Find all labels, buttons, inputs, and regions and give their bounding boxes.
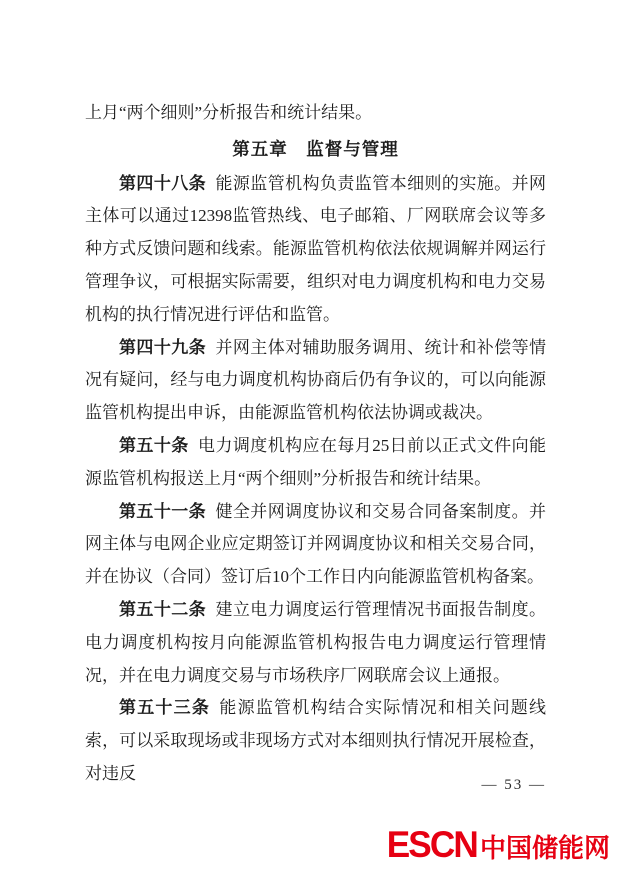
article-50-number: 第五十条	[119, 435, 189, 455]
article-49-text: 并网主体对辅助服务调用、统计和补偿等情况有疑问，经与电力调度机构协商后仍有争议的，可以向能源监管机构提出申诉，由能源监管机构依法协调或裁决。	[85, 337, 547, 423]
article-48-paragraph	[85, 168, 546, 332]
article-53-text: 能源监管机构结合实际情况和相关问题线索，可以采取现场或非现场方式对本细则执行情况开展检查，对违反	[85, 698, 547, 783]
article-50-paragraph	[85, 430, 546, 496]
article-48-number: 第四十八条	[119, 173, 207, 193]
article-53-paragraph	[85, 692, 546, 790]
article-49-number: 第四十九条	[119, 337, 207, 357]
escn-logo	[382, 826, 610, 863]
article-52-number: 第五十二条	[119, 599, 207, 619]
article-52-paragraph	[85, 594, 546, 692]
escn-logo-latin: ESCN	[386, 824, 477, 865]
article-51-paragraph	[85, 496, 546, 594]
chapter-heading: 第五章 监督与管理	[232, 138, 399, 159]
document-body	[85, 97, 546, 791]
article-52-text: 建立电力调度运行管理情况书面报告制度。电力调度机构按月向能源监管机构报告电力调度运行管理情况，并在电力调度交易与市场秩序厂网联席会议上通报。	[85, 599, 547, 685]
article-50-text: 电力调度机构应在每月25日前以正式文件向能源监管机构报送上月“两个细则”分析报告和统计结果。	[85, 435, 547, 488]
escn-logo-chinese: 中国储能网	[479, 833, 610, 863]
paragraph-continuation: 上月“两个细则”分析报告和统计结果。	[85, 103, 373, 122]
article-51-number: 第五十一条	[119, 501, 207, 521]
article-49-paragraph	[85, 332, 546, 430]
article-51-text: 健全并网调度协议和交易合同备案制度。并网主体与电网企业应定期签订并网调度协议和相关交易合同，并在协议（合同）签订后10个工作日内向能源监管机构备案。	[85, 501, 547, 587]
article-53-number: 第五十三条	[119, 698, 211, 718]
article-48-text: 能源监管机构负责监管本细则的实施。并网主体可以通过12398监管热线、电子邮箱、厂网联席会议等多种方式反馈问题和线索。能源监管机构依法依规调解并网运行管理争议，可根据实际需要，组织对电力调度机构和电力交易机构的执行情况进行评估和监管。	[85, 173, 547, 324]
page-number: — 53 —	[481, 777, 546, 793]
